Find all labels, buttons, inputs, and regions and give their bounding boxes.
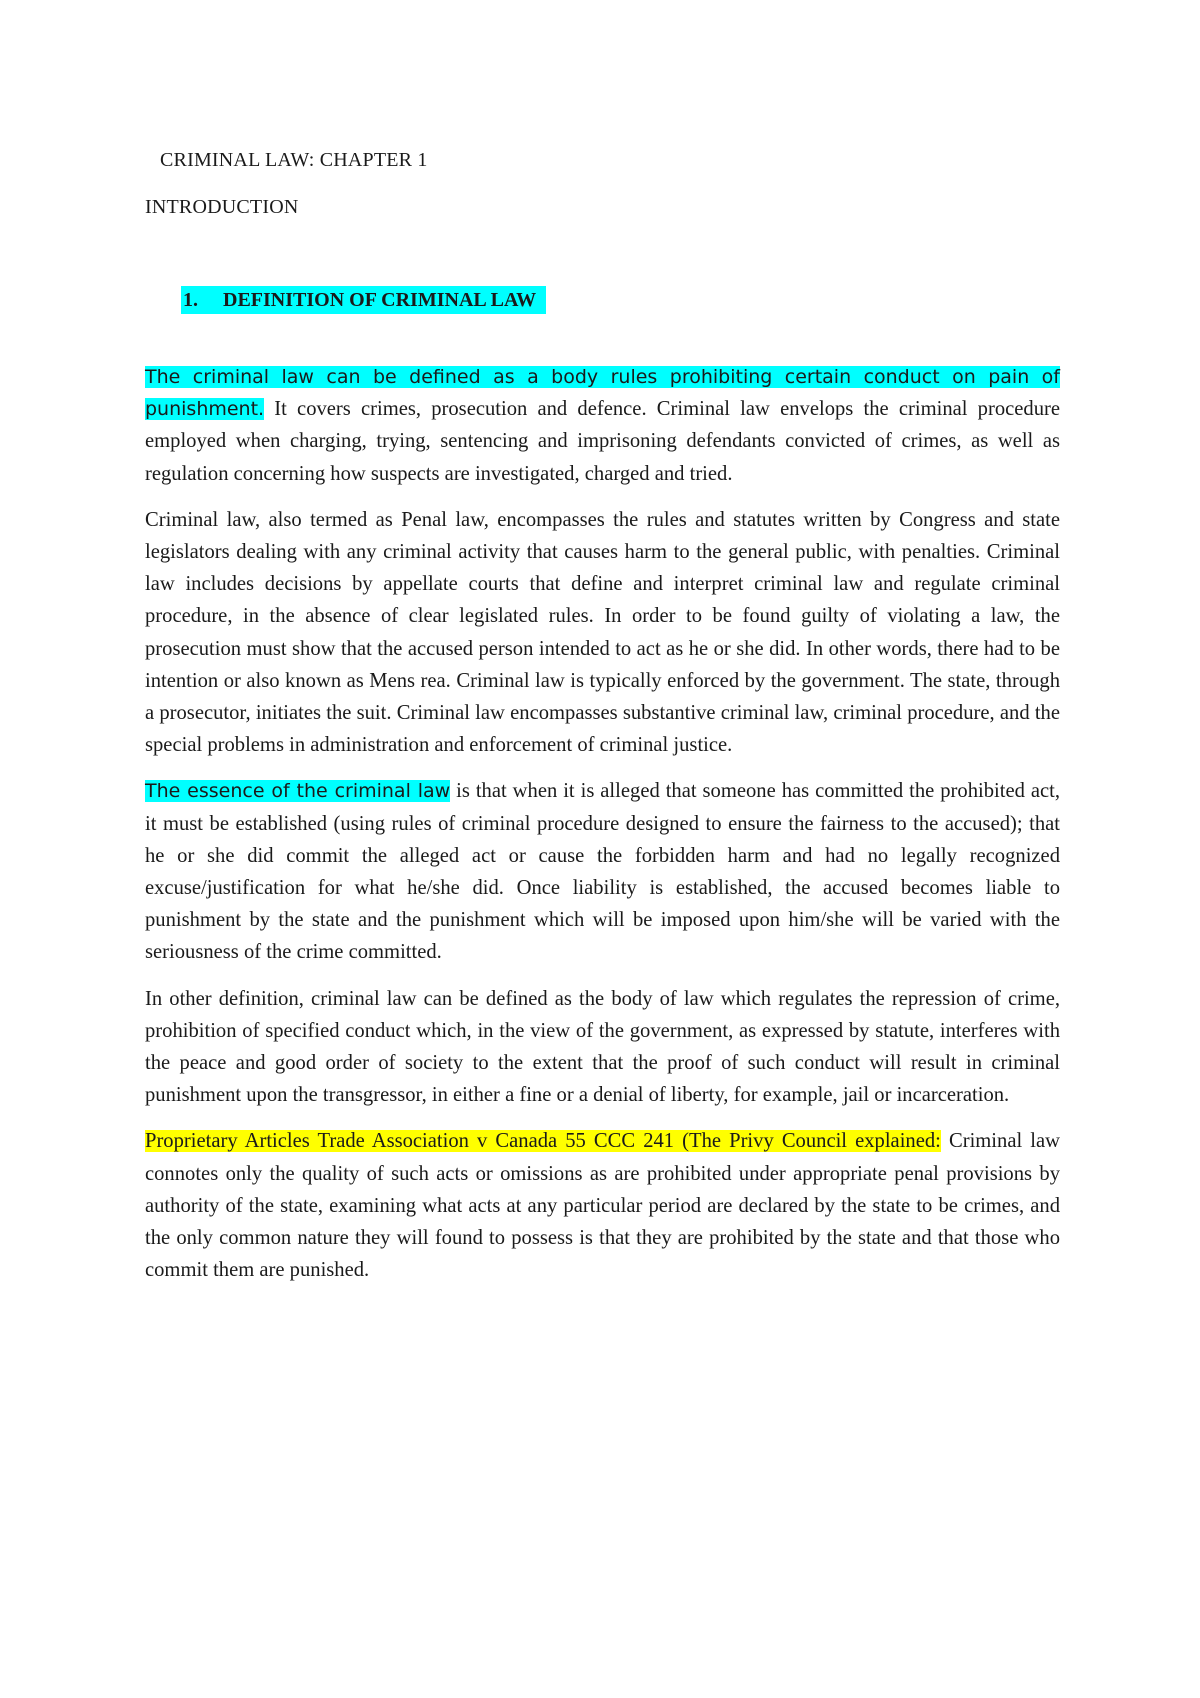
highlighted-definition: The criminal law can be defined as a body rules prohibiting certain conduct on pain of punishment. — [145, 366, 1060, 421]
paragraph-definition — [145, 361, 1060, 490]
document-title: CRIMINAL LAW: CHAPTER 1 — [160, 149, 428, 171]
highlighted-case-citation: Proprietary Articles Trade Association v Canada 55 CCC 241 (The Privy Council explained: — [145, 1130, 941, 1153]
paragraph-text: In other definition, criminal law can be defined as the body of law which regulates the repression of crime, prohibition of specified conduct which, in the view of the government, as expressed by statute, interferes with the peace and good order of society to the extent that the proof of such conduct will result in criminal punishment upon the transgressor, in either a fine or a denial of liberty, for example, jail or incarceration. — [145, 987, 1060, 1107]
section-heading — [181, 286, 546, 314]
section-title: DEFINITION OF CRIMINAL LAW — [223, 289, 537, 311]
paragraph-text: Criminal law, also termed as Penal law, encompasses the rules and statutes written by Congress and state legislators dealing with any criminal activity that causes harm to the general public, with penalties. Criminal law includes decisions by appellate courts that define and interpret criminal law and regulate criminal procedure, in the absence of clear legislated rules. In order to be found guilty of violating a law, the prosecution must show that the accused person intended to act as he or she did. In other words, there had to be intention or also known as Mens rea. Criminal law is typically enforced by the government. The state, through a prosecutor, initiates the suit. Criminal law encompasses substantive criminal law, criminal procedure, and the special problems in administration and enforcement of criminal justice. — [145, 508, 1060, 757]
document-body — [145, 361, 1060, 1300]
highlighted-essence: The essence of the criminal law — [145, 780, 451, 803]
paragraph-text: is that when it is alleged that someone has committed the prohibited act, it must be established (using rules of criminal procedure designed to ensure the fairness to the accused); that he or she did commit the alleged act or cause the forbidden harm and had no legally recognized excuse/justification for what he/she did. Once liability is established, the accused becomes liable to punishment by the state and the punishment which will be imposed upon him/she will be varied with the seriousness of the crime committed. — [145, 780, 1060, 964]
document-subtitle: INTRODUCTION — [145, 196, 299, 218]
paragraph-text: It covers crimes, prosecution and defence. Criminal law envelops the criminal procedure employed when charging, trying, sentencing and imprisoning defendants convicted of crimes, as well as regulation concerning how suspects are investigated, charged and tried. — [145, 398, 1060, 485]
paragraph-essence — [145, 775, 1060, 968]
paragraph-case-reference — [145, 1125, 1060, 1286]
paragraph-penal-law — [145, 504, 1060, 762]
section-number: 1. — [183, 289, 198, 311]
paragraph-other-definition — [145, 983, 1060, 1112]
paragraph-text: Criminal law connotes only the quality of such acts or omissions as are prohibited under appropriate penal provisions by authority of the state, examining what acts at any particular period are declared by the state to be crimes, and the only common nature they will found to possess is that they are prohibited by the state and that those who commit them are punished. — [145, 1130, 1060, 1282]
